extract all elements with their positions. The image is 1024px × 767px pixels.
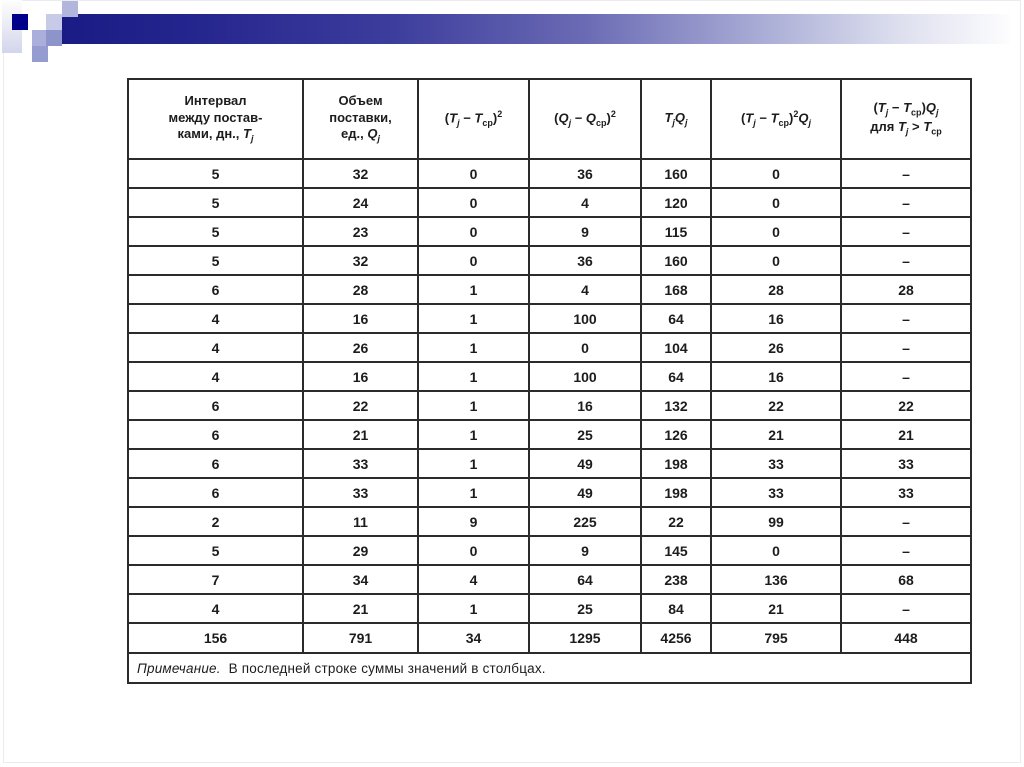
cell-col4: 16 (529, 391, 641, 420)
cell-col4: 0 (529, 333, 641, 362)
cell-col6: 28 (711, 275, 841, 304)
cell-col1: 6 (128, 478, 303, 507)
cell-col7: – (841, 362, 971, 391)
cell-col7: – (841, 507, 971, 536)
cell-col6: 0 (711, 246, 841, 275)
total-q-dev-sq: 1295 (529, 623, 641, 653)
table-note: Примечание. В последней строке суммы значений в столбцах. (128, 653, 971, 683)
table-row (128, 333, 971, 362)
cell-col1: 6 (128, 391, 303, 420)
cell-col3: 0 (418, 159, 529, 188)
table-row (128, 420, 971, 449)
cell-col5: 64 (641, 362, 711, 391)
cell-col5: 120 (641, 188, 711, 217)
totals-row (128, 623, 971, 653)
header-row (128, 79, 971, 159)
cell-col4: 36 (529, 159, 641, 188)
cell-col6: 136 (711, 565, 841, 594)
total-t-dev-q-cond: 448 (841, 623, 971, 653)
cell-col2: 33 (303, 449, 418, 478)
cell-col1: 4 (128, 333, 303, 362)
cell-col4: 100 (529, 304, 641, 333)
cell-col2: 21 (303, 420, 418, 449)
cell-col5: 104 (641, 333, 711, 362)
cell-col7: 33 (841, 478, 971, 507)
cell-col3: 0 (418, 246, 529, 275)
cell-col5: 22 (641, 507, 711, 536)
cell-col3: 9 (418, 507, 529, 536)
cell-col4: 49 (529, 449, 641, 478)
col-header-interval: Интервал между постав- ками, дн., $T_j$ (128, 79, 303, 159)
cell-col5: 132 (641, 391, 711, 420)
cell-col4: 36 (529, 246, 641, 275)
col-header-t-dev-q-cond: $(T_j - T_{ср})Q_j$ для $T_j > T_{ср}$ (841, 79, 971, 159)
cell-col1: 5 (128, 217, 303, 246)
cell-col1: 5 (128, 536, 303, 565)
cell-col6: 26 (711, 333, 841, 362)
cell-col1: 4 (128, 304, 303, 333)
cell-col4: 100 (529, 362, 641, 391)
cell-col5: 115 (641, 217, 711, 246)
cell-col1: 6 (128, 449, 303, 478)
cell-col1: 7 (128, 565, 303, 594)
cell-col3: 1 (418, 304, 529, 333)
cell-col6: 33 (711, 449, 841, 478)
cell-col4: 9 (529, 536, 641, 565)
cell-col5: 198 (641, 449, 711, 478)
cell-col1: 5 (128, 159, 303, 188)
cell-col7: – (841, 217, 971, 246)
table-row (128, 478, 971, 507)
cell-col7: – (841, 333, 971, 362)
cell-col1: 6 (128, 420, 303, 449)
table-row (128, 188, 971, 217)
table-row (128, 159, 971, 188)
total-t-dev-sq: 34 (418, 623, 529, 653)
cell-col3: 1 (418, 478, 529, 507)
cell-col7: – (841, 159, 971, 188)
cell-col4: 4 (529, 275, 641, 304)
cell-col1: 5 (128, 246, 303, 275)
col-header-q-dev-sq: $(Q_j - Q_{ср})^2$ (529, 79, 641, 159)
cell-col5: 84 (641, 594, 711, 623)
cell-col6: 16 (711, 304, 841, 333)
cell-col7: 33 (841, 449, 971, 478)
cell-col2: 33 (303, 478, 418, 507)
cell-col7: 21 (841, 420, 971, 449)
table-container (127, 78, 972, 684)
table-row (128, 594, 971, 623)
table-row (128, 217, 971, 246)
cell-col4: 25 (529, 594, 641, 623)
cell-col2: 34 (303, 565, 418, 594)
col-header-volume: Объем поставки, ед., $Q_j$ (303, 79, 418, 159)
cell-col2: 29 (303, 536, 418, 565)
cell-col2: 32 (303, 159, 418, 188)
cell-col2: 28 (303, 275, 418, 304)
cell-col4: 9 (529, 217, 641, 246)
cell-col5: 160 (641, 159, 711, 188)
cell-col5: 238 (641, 565, 711, 594)
cell-col6: 0 (711, 159, 841, 188)
cell-col6: 0 (711, 217, 841, 246)
cell-col3: 0 (418, 217, 529, 246)
total-t-dev-sq-q: 795 (711, 623, 841, 653)
navy-square-decoration (12, 14, 28, 30)
cell-col6: 16 (711, 362, 841, 391)
table-row (128, 391, 971, 420)
cell-col2: 16 (303, 304, 418, 333)
cell-col5: 198 (641, 478, 711, 507)
total-interval: 156 (128, 623, 303, 653)
cell-col4: 225 (529, 507, 641, 536)
total-tq: 4256 (641, 623, 711, 653)
cell-col4: 25 (529, 420, 641, 449)
cell-col5: 145 (641, 536, 711, 565)
cell-col3: 1 (418, 420, 529, 449)
lavender-square-light (46, 14, 62, 30)
cell-col2: 26 (303, 333, 418, 362)
note-row (128, 653, 971, 683)
lavender-square-bottom (32, 46, 48, 62)
table-row (128, 246, 971, 275)
cell-col1: 4 (128, 594, 303, 623)
cell-col7: – (841, 188, 971, 217)
cell-col6: 21 (711, 594, 841, 623)
cell-col2: 11 (303, 507, 418, 536)
cell-col3: 0 (418, 536, 529, 565)
table-row (128, 507, 971, 536)
supply-intervals-table (127, 78, 972, 684)
cell-col3: 1 (418, 275, 529, 304)
cell-col7: – (841, 536, 971, 565)
cell-col1: 2 (128, 507, 303, 536)
cell-col3: 4 (418, 565, 529, 594)
cell-col7: – (841, 594, 971, 623)
table-row (128, 536, 971, 565)
cell-col6: 0 (711, 536, 841, 565)
cell-col3: 0 (418, 188, 529, 217)
cell-col3: 1 (418, 594, 529, 623)
cell-col4: 64 (529, 565, 641, 594)
cell-col7: 28 (841, 275, 971, 304)
total-volume: 791 (303, 623, 418, 653)
cell-col2: 32 (303, 246, 418, 275)
col-header-t-dev-sq-q: $(T_j - T_{ср})^2Q_j$ (711, 79, 841, 159)
cell-col3: 1 (418, 449, 529, 478)
cell-col2: 22 (303, 391, 418, 420)
lavender-square-mid2 (46, 30, 62, 46)
cell-col5: 160 (641, 246, 711, 275)
col-header-tq: $T_jQ_j$ (641, 79, 711, 159)
cell-col1: 6 (128, 275, 303, 304)
cell-col4: 49 (529, 478, 641, 507)
cell-col7: 68 (841, 565, 971, 594)
cell-col3: 1 (418, 362, 529, 391)
cell-col1: 5 (128, 188, 303, 217)
table-row (128, 362, 971, 391)
cell-col2: 24 (303, 188, 418, 217)
cell-col7: 22 (841, 391, 971, 420)
table-row (128, 449, 971, 478)
cell-col2: 16 (303, 362, 418, 391)
cell-col2: 21 (303, 594, 418, 623)
cell-col6: 22 (711, 391, 841, 420)
cell-col6: 33 (711, 478, 841, 507)
cell-col1: 4 (128, 362, 303, 391)
cell-col3: 1 (418, 333, 529, 362)
cell-col3: 1 (418, 391, 529, 420)
cell-col6: 0 (711, 188, 841, 217)
cell-col5: 64 (641, 304, 711, 333)
header-gradient-bar (62, 14, 1010, 44)
cell-col6: 99 (711, 507, 841, 536)
cell-col6: 21 (711, 420, 841, 449)
col-header-t-dev-sq: $(T_j - T_{ср})^2$ (418, 79, 529, 159)
cell-col2: 23 (303, 217, 418, 246)
cell-col7: – (841, 304, 971, 333)
lavender-square-top (62, 1, 78, 17)
cell-col5: 126 (641, 420, 711, 449)
table-row (128, 304, 971, 333)
table-row (128, 275, 971, 304)
cell-col5: 168 (641, 275, 711, 304)
cell-col4: 4 (529, 188, 641, 217)
cell-col7: – (841, 246, 971, 275)
table-row (128, 565, 971, 594)
